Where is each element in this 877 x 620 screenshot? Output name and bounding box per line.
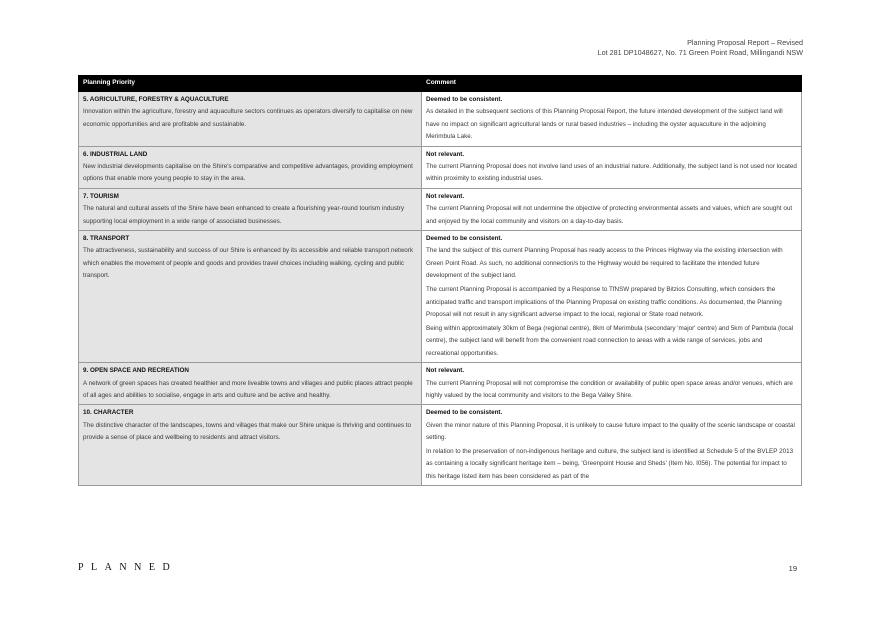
priority-description: New industrial developments capitalise on the Shire's comparative and competitive advantages, providing employment options that enable more young people to stay in the area. [83, 163, 413, 183]
comment-paragraph: The current Planning Proposal will not compromise the condition or availability of public open space areas and/or venues, which are highly valued by the local community and visitors to the Bega Valley Shire. [426, 379, 793, 399]
priority-cell [79, 231, 422, 363]
verdict-text: Not relevant. [426, 150, 465, 158]
comment-paragraph: The current Planning Proposal is accompanied by a Response to TfNSW prepared by Bitzios Consulting, which considers the anticipated traffic and transport implications of the Planning Proposal on existing traffic conditions. As documented, the Planning Proposal will not result in any significant adverse impact to the local, regional or State road network. [426, 286, 782, 318]
priority-title: 8. TRANSPORT [83, 235, 130, 243]
verdict-text: Deemed to be consistent. [426, 235, 503, 243]
comment-cell [422, 146, 802, 188]
priority-cell [79, 188, 422, 230]
comment-cell [422, 363, 802, 405]
table-row [79, 146, 802, 188]
verdict-text: Deemed to be consistent. [426, 409, 503, 417]
table-row [79, 405, 802, 486]
comment-paragraph: In relation to the preservation of non-indigenous heritage and culture, the subject land is identified at Schedule 5 of the BVLEP 2013 as containing a locally significant heritage item – being, 'Greenpoint House and Sheds' (Item No. I056). The potential for impact to this heritage listed item has been considered as part of the [426, 448, 794, 480]
priority-title: 9. OPEN SPACE AND RECREATION [83, 367, 189, 375]
comment-cell [422, 231, 802, 363]
table-row [79, 363, 802, 405]
verdict-text: Deemed to be consistent. [426, 96, 503, 103]
report-header [598, 38, 803, 58]
comment-cell [422, 188, 802, 230]
priority-title: 10. CHARACTER [83, 409, 134, 417]
column-header-planning-priority: Planning Priority [79, 76, 422, 92]
comment-paragraph: The current Planning Proposal will not undermine the objective of protecting environmental assets and values, which are sought out and enjoyed by the local community and visitors on a day-to-day basis. [426, 205, 793, 225]
comment-cell [422, 92, 802, 147]
column-header-comment: Comment [422, 76, 802, 92]
report-address: Lot 281 DP1048627, No. 71 Green Point Road, Millingandi NSW [597, 48, 803, 57]
priority-description: Innovation within the agriculture, forestry and aquaculture sectors continues as operators diversify to capitalise on new economic opportunities and are profitable and sustainable. [83, 108, 413, 128]
planning-priority-table [78, 75, 802, 486]
comment-paragraph: Being within approximately 30km of Bega (regional centre), 8km of Merimbula (secondary 'major' centre) and 5km of Pambula (local centre), the subject land will benefit from the convenient road connection to areas with a wide range of services, jobs and recreational opportunities. [426, 324, 794, 357]
table-row [79, 231, 802, 363]
priority-description: A network of green spaces has created healthier and more liveable towns and villages and public places attract people of all ages and abilities to socialise, engage in arts and culture and be active and healthy. [83, 379, 413, 399]
priority-cell [79, 405, 422, 486]
priority-cell [79, 92, 422, 147]
priority-cell [79, 146, 422, 188]
report-title: Planning Proposal Report – Revised [687, 38, 803, 47]
comment-paragraph: Given the minor nature of this Planning Proposal, it is unlikely to cause future impact to the quality of the scenic landscape or coastal setting. [426, 421, 795, 442]
planned-logo: PLANNED [78, 562, 178, 573]
comment-paragraph: The land the subject of this current Planning Proposal has ready access to the Princes Highway via the existing intersection with Green Point Road. As such, no additional connection/s to the Highway would be required to facilitate the intended future development of the subject land. [426, 247, 783, 280]
priority-description: The natural and cultural assets of the Shire have been enhanced to create a flourishing year-round tourism industry supporting local employment in a wide range of associated businesses. [83, 205, 404, 225]
comment-paragraph: The current Planning Proposal does not involve land uses of an industrial nature. Additionally, the subject land is not used nor located within proximity to existing industrial uses. [426, 163, 797, 183]
priority-title: 6. INDUSTRIAL LAND [83, 150, 148, 158]
verdict-text: Not relevant. [426, 367, 465, 375]
priority-title: 5. AGRICULTURE, FORESTRY & AQUACULTURE [83, 96, 229, 103]
priority-description: The attractiveness, sustainability and success of our Shire is enhanced by its accessible and reliable transport network which enables the movement of people and goods and provides travel choices including walking, cycling and public transport. [83, 247, 414, 280]
page-number: 19 [788, 564, 797, 573]
table-header-row [79, 76, 802, 92]
priority-cell [79, 363, 422, 405]
priority-description: The distinctive character of the landscapes, towns and villages that make our Shire unique is thriving and continues to provide a sense of place and wellbeing to residents and attract visitors. [83, 421, 411, 442]
comment-paragraph: As detailed in the subsequent sections of this Planning Proposal Report, the future intended development of the subject land will have no impact on significant agricultural lands or rural based industries – including the oyster aquaculture in the adjoining Merimbula Lake. [426, 108, 783, 141]
table-row [79, 92, 802, 147]
verdict-text: Not relevant. [426, 192, 465, 200]
comment-cell [422, 405, 802, 486]
priority-title: 7. TOURISM [83, 192, 119, 200]
table-row [79, 188, 802, 230]
